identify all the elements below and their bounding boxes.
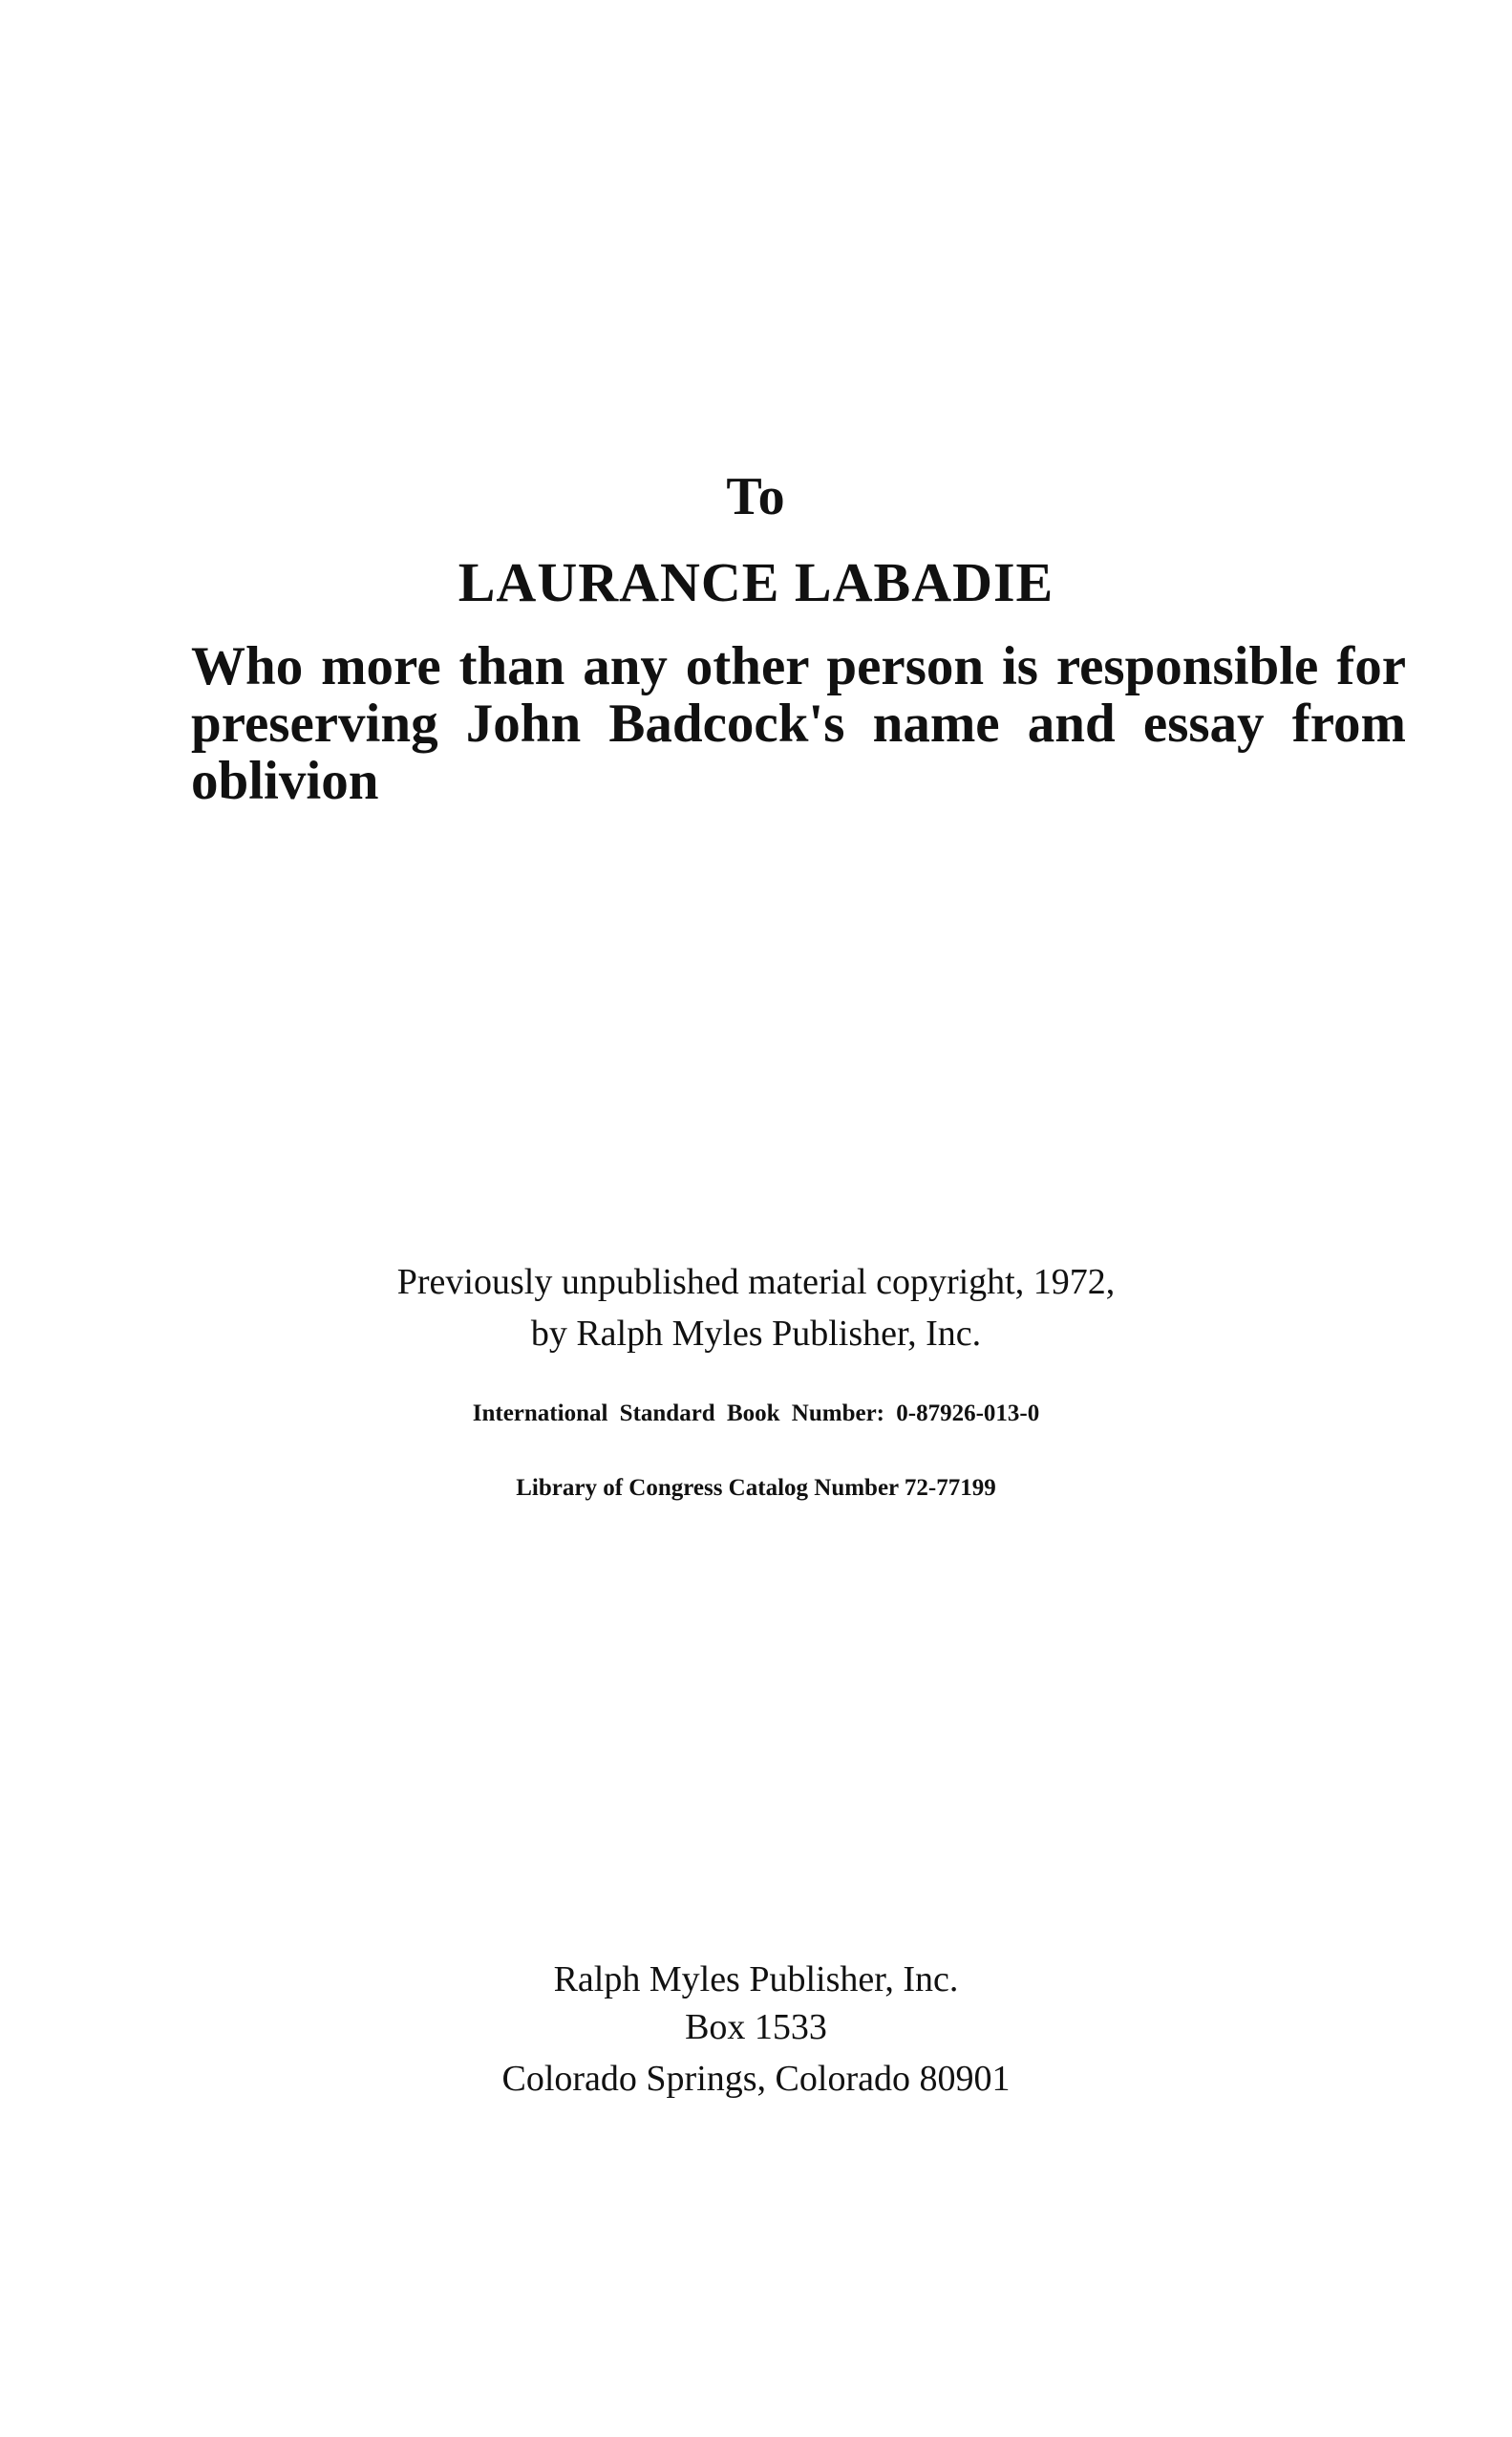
- publisher-city: Colorado Springs, Colorado 80901: [501, 2059, 1011, 2099]
- publisher-box: Box 1533: [685, 2007, 827, 2047]
- isbn-line: International Standard Book Number: 0-87926-013-0: [472, 1400, 1040, 1426]
- dedicatee-name: LAURANCE LABADIE: [458, 551, 1054, 613]
- dedication-to: To: [726, 467, 786, 526]
- publisher-name: Ralph Myles Publisher, Inc.: [553, 1959, 959, 1999]
- lccn-line: Library of Congress Catalog Number 72-77199: [516, 1475, 996, 1501]
- copyright-notice: Previously unpublished material copyright, 1972,: [396, 1262, 1116, 1302]
- dedication-text: [191, 638, 1406, 810]
- dedication-line: oblivion: [191, 751, 379, 811]
- copyright-holder: by Ralph Myles Publisher, Inc.: [530, 1314, 982, 1354]
- dedication-line: Who more than any other person is responsible for: [191, 636, 1406, 696]
- dedication-line: preserving John Badcock's name and essay from: [191, 694, 1406, 754]
